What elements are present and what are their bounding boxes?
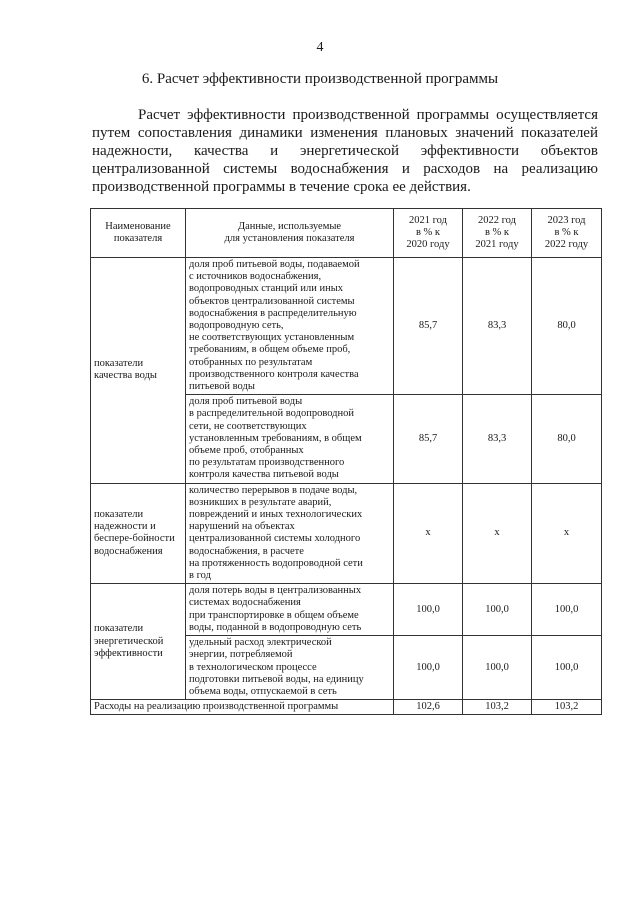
description-line: объема воды, отпускаемой в сеть (189, 685, 337, 697)
description-cell (186, 636, 394, 700)
value-cell: 100,0 (532, 636, 602, 700)
header-2023: 2023 год в % к 2022 году (532, 209, 602, 258)
description-line: производственного контроля качества (189, 368, 359, 380)
efficiency-table (90, 208, 602, 715)
total-value-cell: 103,2 (532, 700, 602, 715)
description-line: водопроводную сеть, (189, 320, 284, 332)
description-line: нарушений на объектах (189, 521, 295, 533)
header-2022: 2022 год в % к 2021 году (463, 209, 532, 258)
description-line: контроля качества питьевой воды (189, 469, 339, 481)
intro-paragraph: Расчет эффективности производственной программы осуществляется путем сопоставления динамики изменения плановых значений показателей надежности, качества и энергетической эффективности объектов централизованной системы водоснабжения и расходов на реализацию производственной программы в течение срока ее действия. (92, 107, 598, 195)
category-cell: показатели энергетической эффективности (91, 584, 186, 700)
value-cell: 83,3 (463, 395, 532, 483)
description-line: энергии, потребляемой (189, 649, 293, 661)
value-cell: 100,0 (463, 636, 532, 700)
value-cell: 80,0 (532, 395, 602, 483)
description-line: по результатам производственного (189, 457, 345, 469)
description-line: установленным требованиям, в общем (189, 432, 362, 444)
value-cell: 85,7 (394, 258, 463, 395)
value-cell: 100,0 (532, 584, 602, 636)
description-line: повреждений и иных технологических (189, 509, 363, 521)
value-cell: х (463, 483, 532, 584)
description-line: в распределительной водопроводной (189, 408, 355, 420)
section-title: 6. Расчет эффективности производственной программы (141, 71, 499, 87)
description-line: возникших в результате аварий, (189, 496, 332, 508)
description-line: с источников водоснабжения, (189, 271, 322, 283)
value-cell: 100,0 (394, 584, 463, 636)
description-line: водоснабжения, в расчете (189, 545, 304, 557)
value-cell: 100,0 (463, 584, 532, 636)
page-number: 4 (316, 40, 324, 55)
value-cell: х (532, 483, 602, 584)
header-data: Данные, используемые для установления показателя (186, 209, 394, 258)
total-row (91, 700, 602, 715)
value-cell: 83,3 (463, 258, 532, 395)
description-line: объектов централизованной системы (189, 295, 355, 307)
value-cell: 80,0 (532, 258, 602, 395)
description-line: требованиям, в общем объеме проб, (189, 344, 351, 356)
value-cell: 85,7 (394, 395, 463, 483)
description-line: отобранных по результатам (189, 356, 313, 368)
description-line: воды, поданной в водопроводную сеть (189, 621, 362, 633)
header-2021: 2021 год в % к 2020 году (394, 209, 463, 258)
total-label-cell: Расходы на реализацию производственной программы (91, 700, 394, 715)
description-line: водопроводных станций или иных (189, 283, 344, 295)
description-line: при транспортировке в общем объеме (189, 609, 359, 621)
description-cell (186, 584, 394, 636)
value-cell: 100,0 (394, 636, 463, 700)
header-name: Наименование показателя (91, 209, 186, 258)
table-row (91, 483, 602, 584)
description-line: питьевой воды (189, 381, 255, 393)
value-cell: х (394, 483, 463, 584)
table-row (91, 258, 602, 395)
category-cell: показатели качества воды (91, 258, 186, 484)
description-line: удельный расход электрической (189, 637, 332, 649)
category-cell: показатели надежности и беспере-бойности водоснабжения (91, 483, 186, 584)
description-line: на протяженность водопроводной сети (189, 557, 363, 569)
description-cell (186, 395, 394, 483)
description-line: объеме проб, отобранных (189, 445, 304, 457)
total-value-cell: 103,2 (463, 700, 532, 715)
description-line: доля проб питьевой воды (189, 396, 303, 408)
description-line: в год (189, 570, 211, 582)
total-value-cell: 102,6 (394, 700, 463, 715)
table-row (91, 584, 602, 636)
description-line: системах водоснабжения (189, 597, 301, 609)
description-line: подготовки питьевой воды, на единицу (189, 673, 364, 685)
description-line: водоснабжения в распределительную (189, 307, 357, 319)
description-cell (186, 483, 394, 584)
description-line: доля потерь воды в централизованных (189, 585, 362, 597)
description-cell (186, 258, 394, 395)
description-line: в технологическом процессе (189, 661, 317, 673)
description-line: не соответствующих установленным (189, 332, 355, 344)
description-line: количество перерывов в подаче воды, (189, 484, 358, 496)
description-line: сети, не соответствующих (189, 420, 307, 432)
description-line: доля проб питьевой воды, подаваемой (189, 259, 360, 270)
description-line: централизованной системы холодного (189, 533, 361, 545)
table-header-row (91, 209, 602, 258)
